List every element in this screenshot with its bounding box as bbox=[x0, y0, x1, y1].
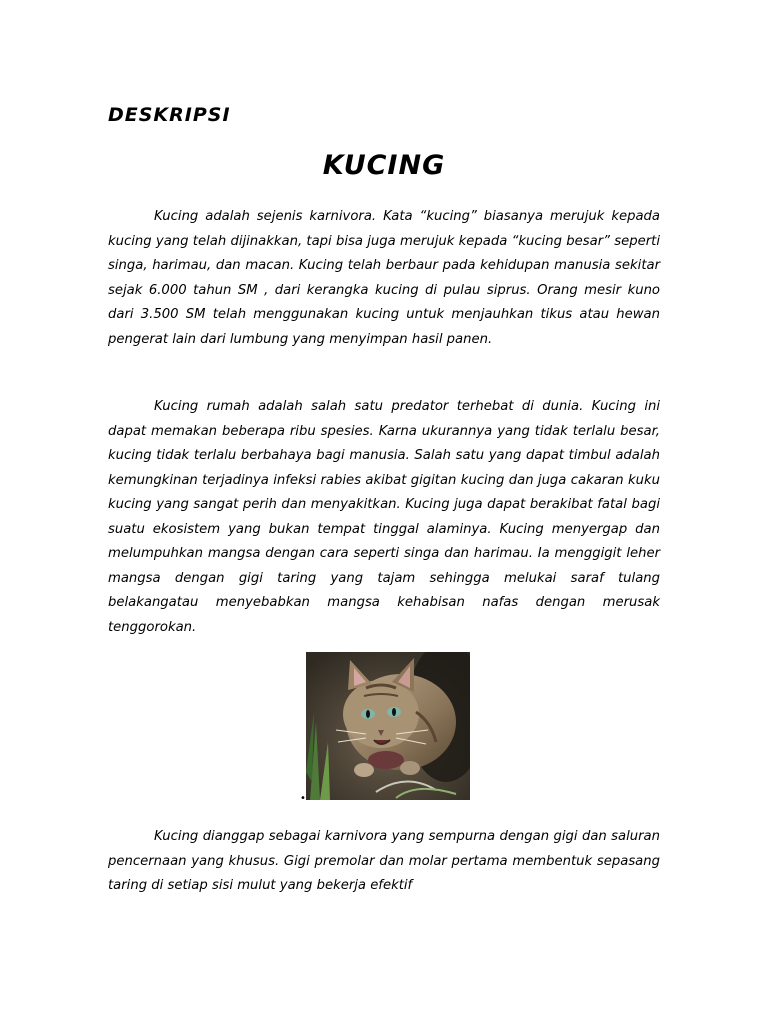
paragraph-2: Kucing rumah adalah salah satu predator terhebat di dunia. Kucing ini dapat memakan beberapa ribu spesies. Karna ukurannya yang tidak terlalu besar, kucing tidak terlalu berbahaya bagi manusia. Salah satu yang dapat timbul adalah kemungkinan terjadinya infeksi rabies akibat gigitan kucing dan juga cakaran kuku kucing yang sangat perih dan menyakitkan. Kucing juga dapat berakibat fatal bagi suatu ekosistem yang bukan tempat tinggal alaminya. Kucing menyergap dan melumpuhkan mangsa dengan cara seperti singa dan harimau. Ia menggigit leher mangsa dengan gigi taring yang tajam sehingga melukai saraf tulang belakangatau menyebabkan mangsa kehabisan nafas dengan merusak tenggorokan. bbox=[108, 399, 660, 635]
document-title: KUCING bbox=[322, 150, 446, 181]
image-marker: • bbox=[300, 793, 306, 804]
section-heading: DESKRIPSI bbox=[108, 104, 231, 126]
paragraph-3: Kucing dianggap sebagai karnivora yang sempurna dengan gigi dan saluran pencernaan yang khusus. Gigi premolar dan molar pertama membentuk sepasang taring di setiap sisi mulut yang bekerja efektif bbox=[108, 829, 660, 893]
paragraph-1: Kucing adalah sejenis karnivora. Kata “kucing” biasanya merujuk kepada kucing yang telah dijinakkan, tapi bisa juga merujuk kepada “kucing besar” seperti singa, harimau, dan macan. Kucing telah berbaur pada kehidupan manusia sekitar sejak 6.000 tahun SM , dari kerangka kucing di pulau siprus. Orang mesir kuno dari 3.500 SM telah menggunakan kucing untuk menjauhkan tikus atau hewan pengerat lain dari lumbung yang menyimpan hasil panen. bbox=[108, 209, 660, 347]
cat-photo bbox=[306, 652, 470, 800]
